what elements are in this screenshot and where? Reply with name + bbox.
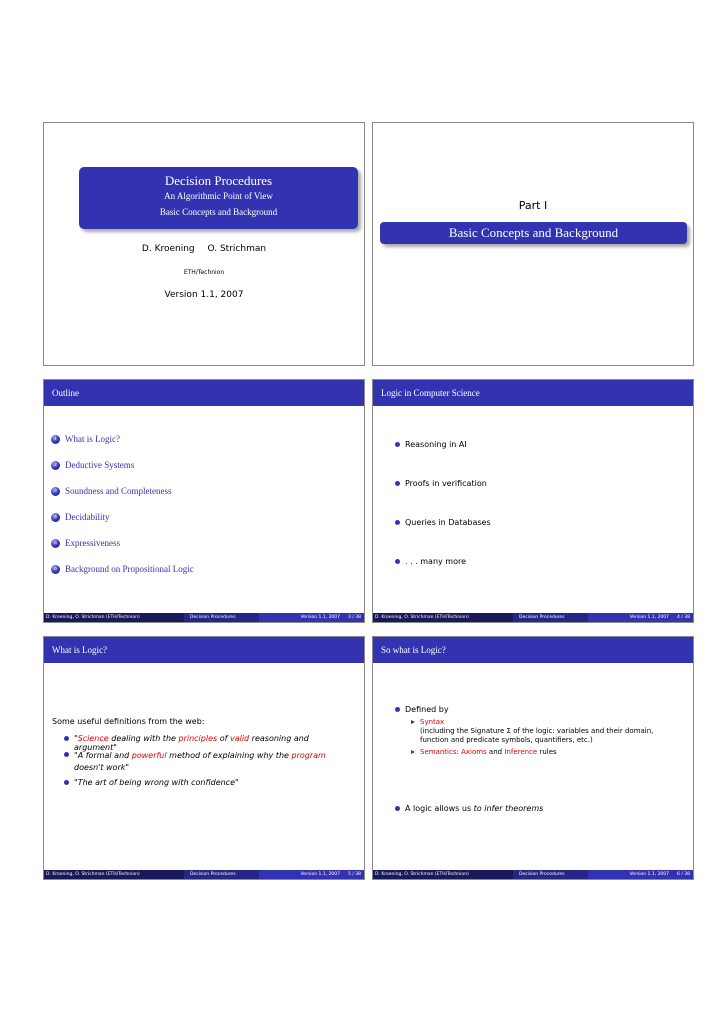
presentation-subtitle-2: Basic Concepts and Background — [159, 207, 278, 217]
bullet-item — [395, 440, 467, 449]
footer-version: Version 1.1, 2007 — [300, 615, 341, 620]
slide-header: Outline — [44, 380, 364, 406]
outline-item — [51, 512, 110, 522]
bullet-icon — [395, 520, 400, 525]
definition-text: "Science dealing with the principles of valid reasoning and argument" — [74, 734, 309, 752]
presentation-subtitle: An Algorithmic Point of View — [164, 191, 273, 201]
slide-part — [372, 122, 694, 366]
bullet-icon — [64, 752, 69, 757]
numbered-ball-icon: 4 — [51, 513, 60, 522]
author-1: D. Kroening — [141, 244, 195, 254]
footer-version: Version 1.1, 2007 — [629, 872, 670, 877]
slide-outline — [43, 379, 365, 623]
bullet-item — [395, 705, 449, 714]
slide-so-what-is-logic — [372, 636, 694, 880]
footer-right — [588, 870, 693, 879]
definition-2 — [64, 750, 344, 774]
bullet-icon — [395, 559, 400, 564]
slide-footer — [373, 870, 693, 879]
slide-title — [43, 122, 365, 366]
triangle-bullet-icon — [411, 750, 415, 754]
footer-title: Decision Procedures — [184, 613, 259, 622]
outline-item-label: Deductive Systems — [65, 460, 135, 470]
version: Version 1.1, 2007 — [164, 290, 244, 300]
footer-authors: D. Kroening, O. Strichman (ETH/Technion) — [373, 613, 513, 622]
outline-item-label: What is Logic? — [65, 434, 120, 444]
slide-footer — [44, 613, 364, 622]
outline-item-label: Background on Propositional Logic — [65, 564, 194, 574]
bullet-item — [395, 479, 487, 488]
bullet-icon — [395, 806, 400, 811]
bullet-text: Defined by — [405, 705, 449, 714]
bullet-text: Queries in Databases — [405, 518, 491, 527]
bullet-text: . . . many more — [405, 557, 467, 566]
outline-item-label: Soundness and Completeness — [65, 486, 172, 496]
footer-right — [259, 870, 364, 879]
footer-right — [259, 613, 364, 622]
footer-page: 6 / 38 — [677, 872, 690, 877]
sub-bullet-text: Semantics: Axioms and Inference rules — [420, 748, 557, 756]
numbered-ball-icon: 6 — [51, 565, 60, 574]
sub-bullet-syntax — [411, 718, 681, 745]
part-label: Part I — [518, 199, 548, 212]
definition-text: "A formal and powerful method of explaining why the program doesn't work" — [74, 751, 326, 772]
footer-page: 5 / 38 — [348, 872, 361, 877]
footer-title: Decision Procedures — [184, 870, 259, 879]
footer-page: 3 / 38 — [348, 615, 361, 620]
outline-item — [51, 434, 120, 444]
bullet-item — [395, 518, 491, 527]
bullet-text: Proofs in verification — [405, 479, 487, 488]
title-box — [79, 167, 358, 229]
authors — [44, 244, 364, 254]
sub-bullet-semantics — [411, 748, 557, 756]
slide-footer — [373, 613, 693, 622]
slide-header: Logic in Computer Science — [373, 380, 693, 406]
slide-what-is-logic — [43, 636, 365, 880]
bullet-icon — [64, 780, 69, 785]
outline-item — [51, 486, 172, 496]
slide-logic-in-cs — [372, 379, 694, 623]
slide-header: So what is Logic? — [373, 637, 693, 663]
bullet-icon — [64, 736, 69, 741]
definition-text: "The art of being wrong with confidence" — [74, 778, 239, 787]
author-2: O. Strichman — [207, 244, 267, 254]
intro-text: Some useful definitions from the web: — [52, 717, 205, 726]
numbered-ball-icon: 1 — [51, 435, 60, 444]
footer-title: Decision Procedures — [513, 613, 588, 622]
outline-item-label: Decidability — [65, 512, 110, 522]
outline-item-label: Expressiveness — [65, 538, 120, 548]
part-title: Basic Concepts and Background — [380, 222, 687, 244]
bullet-text: Reasoning in AI — [405, 440, 467, 449]
outline-item — [51, 564, 194, 574]
sub-bullet-text: Syntax (including the Signature Σ of the logic: variables and their domain, function and predicate symbols, quantifiers, etc.) — [420, 718, 654, 744]
footer-version: Version 1.1, 2007 — [300, 872, 341, 877]
bullet-text: A logic allows us to infer theorems — [405, 804, 544, 813]
institute: ETH/Technion — [183, 269, 225, 276]
outline-item — [51, 538, 120, 548]
footer-authors: D. Kroening, O. Strichman (ETH/Technion) — [44, 870, 184, 879]
footer-version: Version 1.1, 2007 — [629, 615, 670, 620]
presentation-title: Decision Procedures — [164, 173, 273, 188]
slide-header: What is Logic? — [44, 637, 364, 663]
slide-footer — [44, 870, 364, 879]
footer-title: Decision Procedures — [513, 870, 588, 879]
bullet-icon — [395, 442, 400, 447]
footer-page: 4 / 38 — [677, 615, 690, 620]
bullet-icon — [395, 481, 400, 486]
bullet-item — [395, 804, 543, 813]
numbered-ball-icon: 2 — [51, 461, 60, 470]
bullet-icon — [395, 707, 400, 712]
triangle-bullet-icon — [411, 720, 415, 724]
numbered-ball-icon: 3 — [51, 487, 60, 496]
numbered-ball-icon: 5 — [51, 539, 60, 548]
outline-item — [51, 460, 134, 470]
bullet-item — [395, 557, 466, 566]
footer-authors: D. Kroening, O. Strichman (ETH/Technion) — [44, 613, 184, 622]
definition-3 — [64, 778, 354, 787]
footer-authors: D. Kroening, O. Strichman (ETH/Technion) — [373, 870, 513, 879]
footer-right — [588, 613, 693, 622]
